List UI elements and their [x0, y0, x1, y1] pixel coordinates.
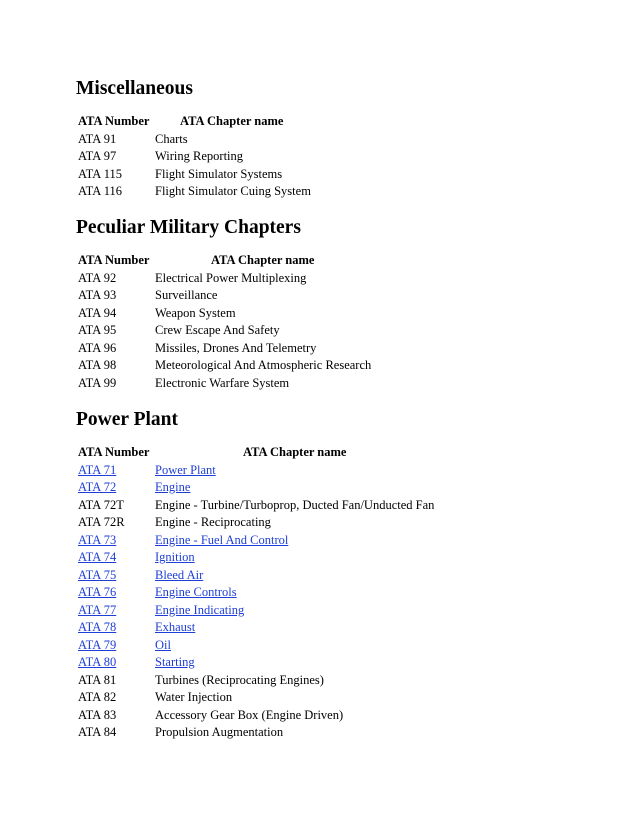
table-row — [76, 724, 434, 742]
chapter-name-cell[interactable] — [155, 532, 434, 550]
section-title: Miscellaneous — [76, 78, 193, 99]
chapter-name-cell: Electronic Warfare System — [155, 375, 290, 390]
table-row — [76, 672, 434, 690]
table-row — [76, 497, 434, 515]
chapter-name-link[interactable]: Engine Controls — [155, 585, 237, 599]
table-row[interactable] — [76, 584, 434, 602]
table-row — [76, 131, 311, 149]
ata-number-cell: ATA 83 — [78, 707, 117, 722]
section-miscellaneous — [76, 78, 596, 201]
ata-number-link[interactable]: ATA 77 — [78, 602, 117, 617]
table-row — [76, 322, 371, 340]
ata-number-cell: ATA 82 — [78, 690, 117, 704]
chapter-name-cell[interactable] — [155, 479, 434, 497]
table-row[interactable] — [76, 479, 434, 497]
ata-number-cell[interactable] — [76, 584, 155, 602]
ata-number-link[interactable]: ATA 80 — [78, 655, 117, 669]
table-row — [76, 340, 371, 358]
ata-number-cell: ATA 99 — [78, 375, 117, 390]
ata-number-cell: ATA 98 — [78, 358, 117, 372]
table-header-row — [76, 252, 371, 270]
ata-number-cell: ATA 115 — [78, 166, 123, 181]
ata-number-cell[interactable] — [76, 602, 155, 620]
column-header-name: ATA Chapter name — [211, 253, 315, 267]
chapter-name-cell: Flight Simulator Systems — [155, 166, 283, 181]
chapter-name-cell: Flight Simulator Cuing System — [155, 184, 311, 198]
ata-number-cell: ATA 91 — [78, 131, 117, 146]
ata-number-cell: ATA 97 — [78, 149, 117, 163]
chapter-name-link[interactable]: Engine — [155, 480, 191, 494]
ata-number-cell[interactable] — [76, 654, 155, 672]
chapter-name-cell: Surveillance — [155, 288, 218, 302]
chapter-name-cell[interactable] — [155, 549, 434, 567]
chapter-name-cell: Engine - Reciprocating — [155, 515, 271, 529]
column-header-name: ATA Chapter name — [243, 445, 347, 459]
chapter-name-link[interactable]: Oil — [155, 637, 171, 652]
ata-number-cell[interactable] — [76, 532, 155, 550]
table-row — [76, 166, 311, 184]
ata-number-cell[interactable] — [76, 479, 155, 497]
column-header-number: ATA Number — [78, 253, 150, 267]
chapter-name-cell[interactable] — [155, 584, 434, 602]
ata-number-cell: ATA 93 — [78, 288, 117, 302]
chapter-name-link[interactable]: Power Plant — [155, 462, 216, 477]
column-header-name: ATA Chapter name — [180, 114, 284, 128]
table-row[interactable] — [76, 637, 434, 655]
table-header-row — [76, 444, 434, 462]
ata-table — [76, 444, 434, 742]
ata-number-link[interactable]: ATA 71 — [78, 462, 117, 477]
ata-number-link[interactable]: ATA 76 — [78, 585, 117, 599]
ata-number-cell: ATA 116 — [78, 184, 123, 198]
ata-number-link[interactable]: ATA 74 — [78, 550, 117, 564]
chapter-name-link[interactable]: Engine Indicating — [155, 602, 245, 617]
ata-number-link[interactable]: ATA 72 — [78, 480, 117, 494]
ata-number-cell: ATA 96 — [78, 340, 117, 355]
chapter-name-cell: Turbines (Reciprocating Engines) — [155, 672, 324, 687]
section-peculiar-military — [76, 217, 596, 392]
ata-number-link[interactable]: ATA 78 — [78, 620, 117, 634]
table-row — [76, 689, 434, 707]
chapter-name-cell[interactable] — [155, 462, 434, 480]
ata-table — [76, 113, 311, 201]
ata-number-cell[interactable] — [76, 619, 155, 637]
chapter-name-cell: Missiles, Drones And Telemetry — [155, 340, 317, 355]
ata-number-cell: ATA 81 — [78, 672, 117, 687]
ata-number-cell[interactable] — [76, 567, 155, 585]
chapter-name-cell: Weapon System — [155, 305, 236, 320]
table-header-row — [76, 113, 311, 131]
table-row[interactable] — [76, 532, 434, 550]
ata-number-cell: ATA 84 — [78, 725, 117, 739]
section-title: Power Plant — [76, 409, 178, 430]
table-row[interactable] — [76, 462, 434, 480]
ata-number-link[interactable]: ATA 73 — [78, 532, 117, 547]
ata-number-cell: ATA 72R — [78, 515, 125, 529]
table-row — [76, 287, 371, 305]
table-row — [76, 148, 311, 166]
table-row — [76, 357, 371, 375]
column-header-number: ATA Number — [78, 114, 150, 128]
chapter-name-cell[interactable] — [155, 654, 434, 672]
ata-number-cell[interactable] — [76, 549, 155, 567]
table-row — [76, 375, 371, 393]
chapter-name-link[interactable]: Bleed Air — [155, 567, 204, 582]
table-row[interactable] — [76, 567, 434, 585]
table-row[interactable] — [76, 654, 434, 672]
chapter-name-cell: Meteorological And Atmospheric Research — [155, 358, 372, 372]
table-row — [76, 514, 434, 532]
ata-number-cell: ATA 92 — [78, 270, 117, 285]
table-row — [76, 707, 434, 725]
chapter-name-cell: Wiring Reporting — [155, 149, 244, 163]
chapter-name-cell[interactable] — [155, 637, 434, 655]
chapter-name-cell: Electrical Power Multiplexing — [155, 270, 307, 285]
table-row[interactable] — [76, 549, 434, 567]
ata-number-cell[interactable] — [76, 462, 155, 480]
chapter-name-cell[interactable] — [155, 619, 434, 637]
chapter-name-link[interactable]: Engine - Fuel And Control — [155, 532, 289, 547]
ata-number-link[interactable]: ATA 75 — [78, 567, 117, 582]
table-row — [76, 270, 371, 288]
chapter-name-cell: Crew Escape And Safety — [155, 323, 280, 337]
chapter-name-cell: Charts — [155, 131, 188, 146]
chapter-name-cell: Propulsion Augmentation — [155, 725, 284, 739]
chapter-name-link[interactable]: Ignition — [155, 550, 195, 564]
chapter-name-cell: Water Injection — [155, 690, 233, 704]
ata-number-cell: ATA 95 — [78, 323, 117, 337]
chapter-name-cell: Engine - Turbine/Turboprop, Ducted Fan/Unducted Fan — [155, 497, 435, 512]
ata-number-cell: ATA 94 — [78, 305, 117, 320]
chapter-name-cell: Accessory Gear Box (Engine Driven) — [155, 707, 344, 722]
ata-table — [76, 252, 371, 392]
column-header-number: ATA Number — [78, 445, 150, 459]
ata-number-cell[interactable] — [76, 637, 155, 655]
section-title: Peculiar Military Chapters — [76, 217, 301, 238]
table-row[interactable] — [76, 619, 434, 637]
chapter-name-link[interactable]: Starting — [155, 655, 195, 669]
chapter-name-cell[interactable] — [155, 567, 434, 585]
section-power-plant — [76, 409, 596, 742]
table-row — [76, 183, 311, 201]
table-row[interactable] — [76, 602, 434, 620]
ata-number-link[interactable]: ATA 79 — [78, 637, 117, 652]
table-row — [76, 305, 371, 323]
chapter-name-link[interactable]: Exhaust — [155, 620, 196, 634]
chapter-name-cell[interactable] — [155, 602, 434, 620]
ata-number-cell: ATA 72T — [78, 497, 124, 512]
